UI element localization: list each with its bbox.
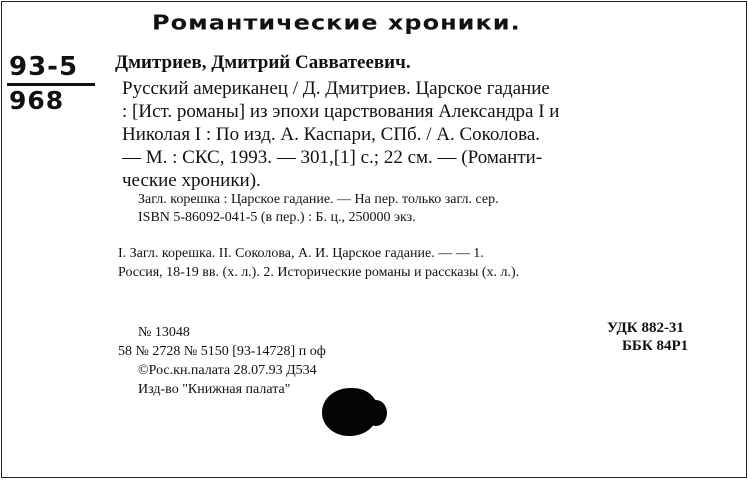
note-spine-title: Загл. корешка : Царское гадание. — На пер. только загл. сер. [138,192,499,207]
note-isbn: ISBN 5-86092-041-5 (в пер.) : Б. ц., 250000 экз. [138,210,416,225]
bbk-code: ББК 84Р1 [622,338,689,354]
handwritten-heading: Романтические хроники. [152,11,521,35]
registry-line-1: № 13048 [138,325,190,340]
description-line-1: Русский американец / Д. Дмитриев. Царское гадание [122,78,550,99]
description-line-2: : [Ист. романы] из эпохи царствования Александра I и [122,101,560,122]
registry-line-4: Изд-во "Книжная палата" [138,382,291,397]
registry-line-3: ©Рос.кн.палата 28.07.93 Д534 [138,363,317,378]
description-line-3: Николая I : По изд. А. Каспари, СПб. / А. Соколова. [122,124,541,145]
shelf-mark-bottom: 968 [9,86,65,115]
description-line-4: — М. : СКС, 1993. — 301,[1] с.; 22 см. — (Романти- [122,147,543,168]
ink-blot-edge [365,400,387,426]
tracing-line-2: Россия, 18-19 вв. (х. л.). 2. Исторические романы и рассказы (х. л.). [118,265,520,280]
registry-line-2: 58 № 2728 № 5150 [93-14728] п оф [118,344,326,359]
catalog-card [1,1,747,478]
description-line-5: ческие хроники). [122,170,261,191]
shelf-mark-top: 93-5 [9,52,79,82]
udk-code: УДК 882-31 [607,320,684,336]
tracing-line-1: I. Загл. корешка. II. Соколова, А. И. Царское гадание. — — 1. [118,246,484,261]
author-heading: Дмитриев, Дмитрий Савватеевич. [115,52,411,73]
